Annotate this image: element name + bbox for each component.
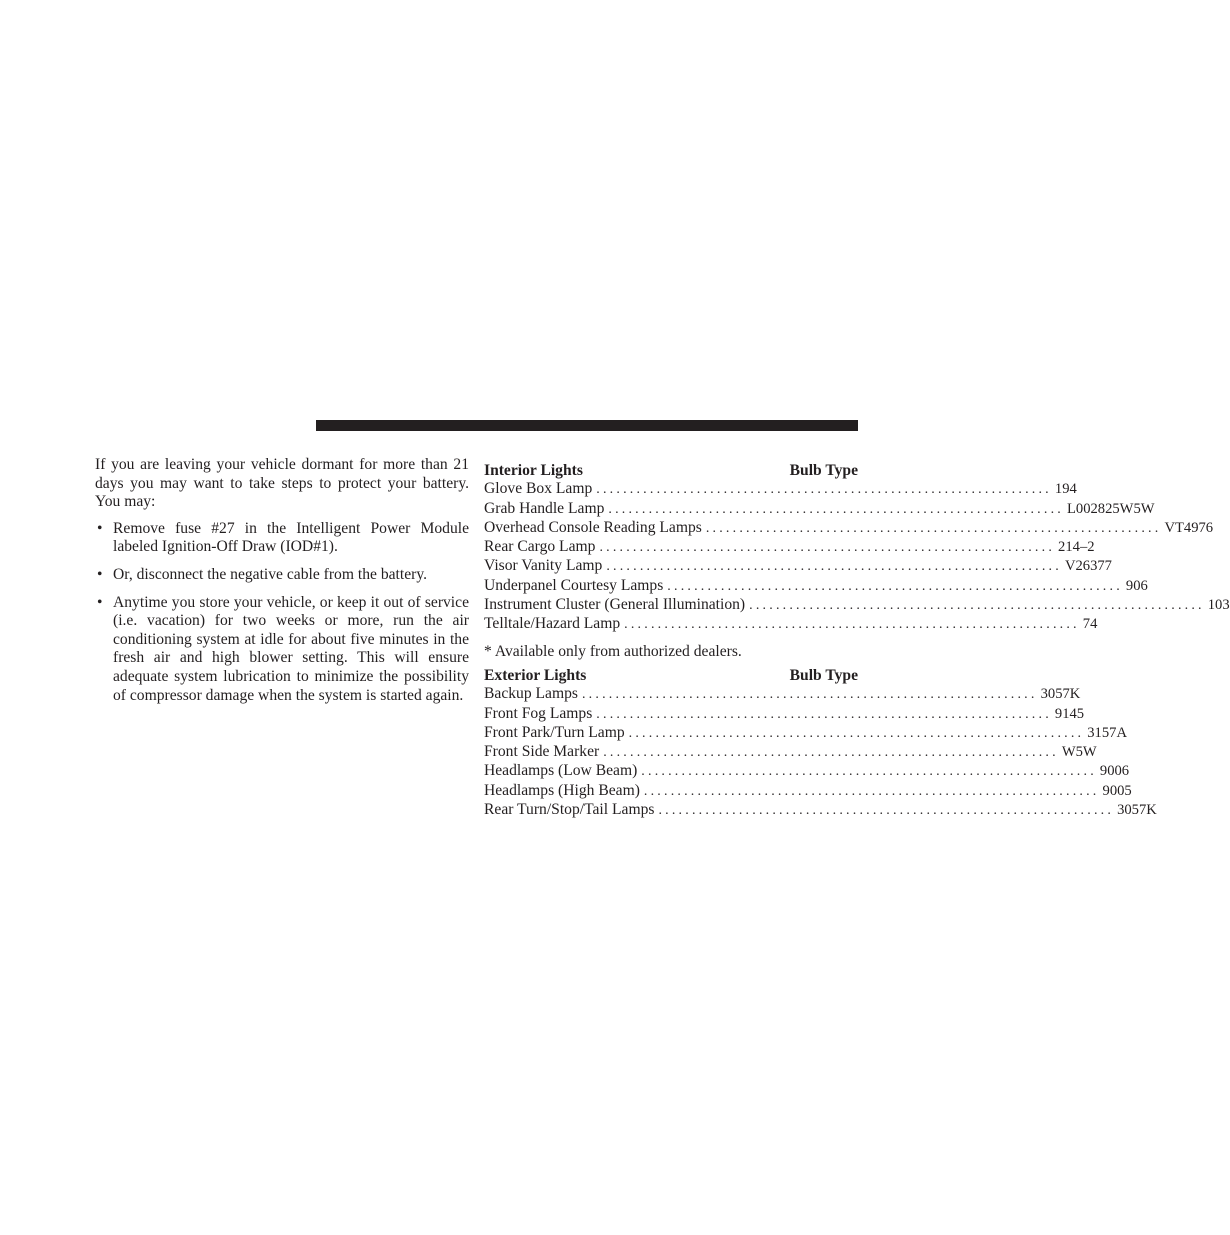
list-item — [95, 520, 469, 557]
bulb-type-heading: Bulb Type — [789, 666, 858, 684]
lamp-name: Headlamps (High Beam) — [484, 781, 640, 799]
table-row — [484, 557, 1112, 576]
table-row — [484, 480, 1077, 499]
table-row — [484, 499, 1155, 519]
interior-heading: Interior Lights — [484, 462, 583, 479]
dot-leader: .................................................................... — [596, 706, 1052, 722]
lamp-name: Overhead Console Reading Lamps — [484, 518, 702, 536]
lamp-name: Glove Box Lamp — [484, 480, 593, 498]
lamp-name: Underpanel Courtesy Lamps — [484, 576, 664, 594]
list-item — [95, 566, 469, 585]
lamp-name: Backup Lamps — [484, 685, 578, 703]
bulb-type: 3057K — [1117, 802, 1157, 819]
table-row — [484, 781, 1132, 801]
dot-leader: .................................................................... — [667, 578, 1123, 594]
lamp-name: Grab Handle Lamp — [484, 499, 605, 517]
bulb-type: 9006 — [1099, 763, 1130, 780]
table-row — [484, 704, 1085, 724]
bullet-icon: • — [97, 519, 103, 537]
lamp-name: Front Park/Turn Lamp — [484, 723, 625, 741]
bulb-type: V26377 — [1064, 558, 1112, 575]
table-row — [484, 723, 1127, 743]
dot-leader: .................................................................... — [658, 803, 1115, 819]
bullet-icon: • — [97, 593, 103, 611]
bulb-type: 103 — [1207, 597, 1230, 614]
bulb-type: 214–2 — [1058, 539, 1095, 556]
list-item — [95, 594, 469, 706]
table-row — [484, 615, 1098, 634]
dot-leader: .................................................................... — [596, 482, 1052, 498]
bulb-type: W5W — [1061, 744, 1097, 761]
bulb-type: VT4976 — [1164, 519, 1214, 536]
bulb-type: 3157A — [1087, 724, 1127, 741]
bulb-table — [484, 462, 1230, 820]
lamp-name: Rear Cargo Lamp — [484, 538, 596, 556]
intro-paragraph: If you are leaving your vehicle dormant for more than 21 days you may want to take steps to protect your battery. You may: — [95, 456, 469, 511]
storage-instructions — [95, 456, 469, 714]
bulb-type: L002825W5W — [1066, 500, 1155, 517]
bulb-type-heading: Bulb Type — [789, 462, 858, 479]
list-item-text: Remove fuse #27 in the Intelligent Power Module labeled Ignition-Off Draw (IOD#1). — [113, 519, 469, 556]
dot-leader: .................................................................... — [643, 783, 1100, 799]
list-item-text: Anytime you store your vehicle, or keep it out of service (i.e. vacation) for two weeks or more, run the air conditioning system at idle for about five minutes in the fresh air and high blower setting. This will ensure adequate system lubrication to minimize the possibility of compressor damage when the system is started again. — [113, 593, 469, 704]
dot-leader: .................................................................... — [749, 598, 1205, 614]
lamp-name: Visor Vanity Lamp — [484, 557, 603, 575]
table-row — [484, 762, 1130, 781]
bulb-type: 906 — [1125, 577, 1148, 594]
instruction-list — [95, 520, 469, 705]
table-row — [484, 685, 1081, 704]
exterior-header — [484, 667, 858, 685]
lamp-name: Instrument Cluster (General Illumination) — [484, 596, 746, 614]
table-row — [484, 576, 1148, 596]
bulb-type: 3057K — [1040, 686, 1081, 703]
bulb-type: 9145 — [1054, 705, 1085, 722]
section-rule — [316, 420, 858, 431]
dot-leader: .................................................................... — [603, 745, 1059, 761]
dot-leader: .................................................................... — [628, 725, 1085, 741]
dot-leader: .................................................................... — [606, 559, 1062, 575]
dealer-note: * Available only from authorized dealers. — [484, 642, 742, 660]
bulb-type: 9005 — [1102, 782, 1132, 799]
list-item-text: Or, disconnect the negative cable from the battery. — [113, 565, 428, 583]
bullet-icon: • — [97, 565, 103, 583]
lamp-name: Telltale/Hazard Lamp — [484, 615, 621, 633]
lamp-name: Front Side Marker — [484, 743, 600, 761]
table-row — [484, 743, 1097, 762]
bulb-type: 194 — [1054, 481, 1077, 498]
interior-header — [484, 462, 858, 480]
table-row — [484, 801, 1157, 820]
dot-leader: .................................................................... — [608, 501, 1064, 517]
exterior-heading: Exterior Lights — [484, 666, 587, 684]
lamp-name: Rear Turn/Stop/Tail Lamps — [484, 801, 655, 819]
dot-leader: .................................................................... — [599, 540, 1056, 556]
dot-leader: .................................................................... — [641, 764, 1097, 780]
dot-leader: .................................................................... — [624, 617, 1080, 633]
lamp-name: Headlamps (Low Beam) — [484, 762, 638, 780]
dot-leader: .................................................................... — [705, 520, 1162, 536]
table-row — [484, 538, 1095, 557]
table-row — [484, 518, 1214, 538]
lamp-name: Front Fog Lamps — [484, 704, 593, 722]
table-row — [484, 596, 1230, 615]
dot-leader: .................................................................... — [581, 687, 1038, 703]
bulb-type: 74 — [1082, 616, 1098, 633]
